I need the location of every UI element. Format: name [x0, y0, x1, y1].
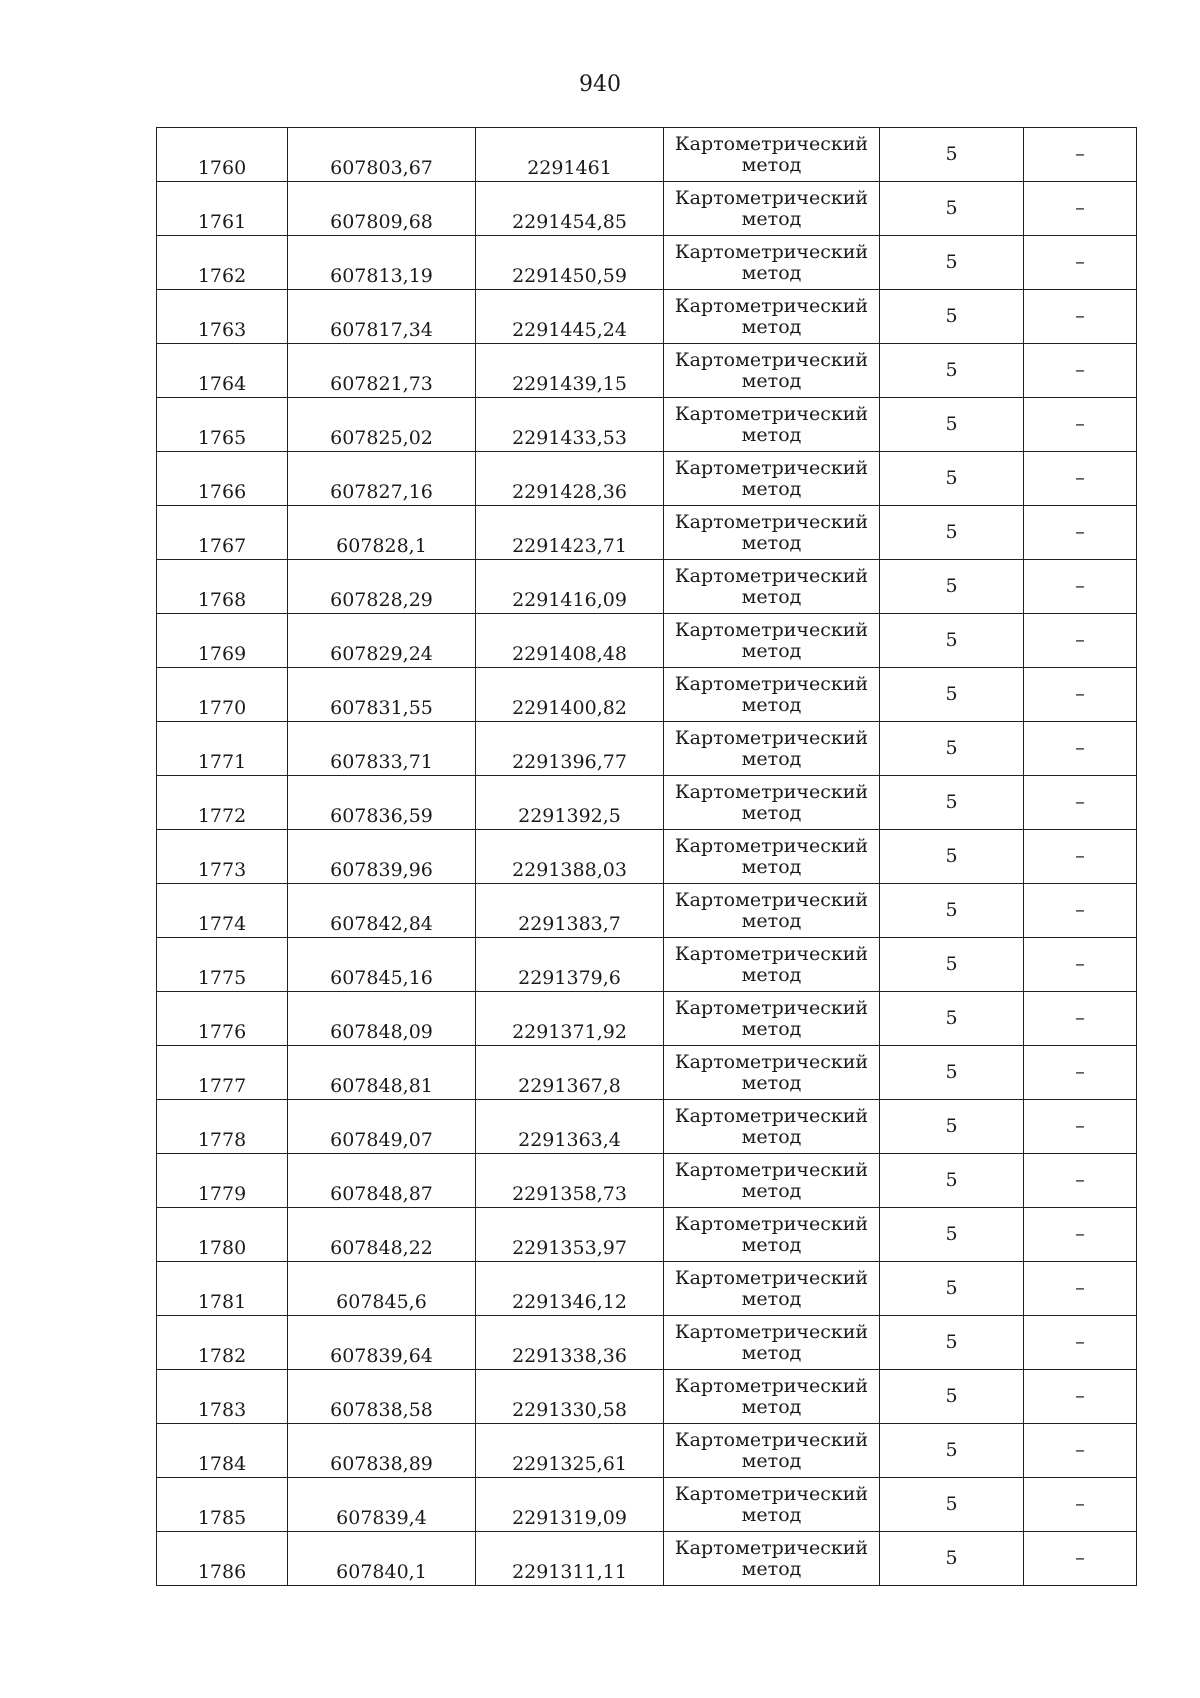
y-coordinate-cell: 2291383,7: [476, 884, 664, 938]
table-row: [157, 1208, 1137, 1262]
x-coordinate-cell: 607842,84: [288, 884, 476, 938]
y-coordinate-cell: 2291433,53: [476, 398, 664, 452]
table-row: [157, 1100, 1137, 1154]
accuracy-cell: 5: [880, 560, 1024, 614]
y-coordinate-cell: 2291358,73: [476, 1154, 664, 1208]
y-coordinate-cell: 2291445,24: [476, 290, 664, 344]
note-cell: –: [1024, 1532, 1137, 1586]
method-cell: [664, 776, 880, 830]
method-line-2: метод: [741, 1125, 802, 1148]
accuracy-cell: 5: [880, 668, 1024, 722]
table-row: [157, 560, 1137, 614]
note-cell: –: [1024, 668, 1137, 722]
point-number-cell: 1777: [157, 1046, 288, 1100]
method-cell: [664, 236, 880, 290]
point-number-cell: 1768: [157, 560, 288, 614]
accuracy-cell: 5: [880, 236, 1024, 290]
method-line-2: метод: [741, 639, 802, 662]
point-number-cell: 1785: [157, 1478, 288, 1532]
note-cell: –: [1024, 1316, 1137, 1370]
method-line-2: метод: [741, 963, 802, 986]
method-cell: [664, 128, 880, 182]
method-line-2: метод: [741, 1557, 802, 1580]
table-row: [157, 776, 1137, 830]
table-row: [157, 1046, 1137, 1100]
point-number-cell: 1784: [157, 1424, 288, 1478]
table-row: [157, 1154, 1137, 1208]
x-coordinate-cell: 607833,71: [288, 722, 476, 776]
method-cell: [664, 1370, 880, 1424]
method-cell: [664, 1100, 880, 1154]
point-number-cell: 1769: [157, 614, 288, 668]
method-line-1: Картометрический: [674, 1374, 869, 1397]
method-cell: [664, 290, 880, 344]
table-row: [157, 182, 1137, 236]
method-cell: [664, 1316, 880, 1370]
method-line-2: метод: [741, 1179, 802, 1202]
x-coordinate-cell: 607829,24: [288, 614, 476, 668]
method-line-2: метод: [741, 1233, 802, 1256]
x-coordinate-cell: 607839,4: [288, 1478, 476, 1532]
method-line-2: метод: [741, 315, 802, 338]
x-coordinate-cell: 607840,1: [288, 1532, 476, 1586]
y-coordinate-cell: 2291311,11: [476, 1532, 664, 1586]
y-coordinate-cell: 2291428,36: [476, 452, 664, 506]
table-row: [157, 1424, 1137, 1478]
method-line-1: Картометрический: [674, 294, 869, 317]
method-line-2: метод: [741, 909, 802, 932]
method-line-1: Картометрический: [674, 1482, 869, 1505]
accuracy-cell: 5: [880, 1100, 1024, 1154]
note-cell: –: [1024, 1370, 1137, 1424]
method-line-2: метод: [741, 855, 802, 878]
accuracy-cell: 5: [880, 128, 1024, 182]
method-line-1: Картометрический: [674, 510, 869, 533]
point-number-cell: 1783: [157, 1370, 288, 1424]
point-number-cell: 1770: [157, 668, 288, 722]
point-number-cell: 1765: [157, 398, 288, 452]
method-line-2: метод: [741, 1017, 802, 1040]
y-coordinate-cell: 2291346,12: [476, 1262, 664, 1316]
method-line-1: Картометрический: [674, 618, 869, 641]
note-cell: –: [1024, 398, 1137, 452]
y-coordinate-cell: 2291423,71: [476, 506, 664, 560]
accuracy-cell: 5: [880, 1316, 1024, 1370]
accuracy-cell: 5: [880, 290, 1024, 344]
x-coordinate-cell: 607848,09: [288, 992, 476, 1046]
method-line-2: метод: [741, 693, 802, 716]
table-row: [157, 1532, 1137, 1586]
point-number-cell: 1774: [157, 884, 288, 938]
x-coordinate-cell: 607839,96: [288, 830, 476, 884]
x-coordinate-cell: 607821,73: [288, 344, 476, 398]
note-cell: –: [1024, 614, 1137, 668]
table-row: [157, 452, 1137, 506]
method-line-2: метод: [741, 1503, 802, 1526]
method-cell: [664, 506, 880, 560]
y-coordinate-cell: 2291454,85: [476, 182, 664, 236]
method-line-1: Картометрический: [674, 942, 869, 965]
method-line-1: Картометрический: [674, 996, 869, 1019]
accuracy-cell: 5: [880, 398, 1024, 452]
y-coordinate-cell: 2291319,09: [476, 1478, 664, 1532]
x-coordinate-cell: 607828,1: [288, 506, 476, 560]
method-cell: [664, 1262, 880, 1316]
point-number-cell: 1780: [157, 1208, 288, 1262]
x-coordinate-cell: 607849,07: [288, 1100, 476, 1154]
method-line-1: Картометрический: [674, 1158, 869, 1181]
accuracy-cell: 5: [880, 614, 1024, 668]
accuracy-cell: 5: [880, 1262, 1024, 1316]
accuracy-cell: 5: [880, 1370, 1024, 1424]
method-cell: [664, 884, 880, 938]
method-cell: [664, 1154, 880, 1208]
method-line-1: Картометрический: [674, 240, 869, 263]
x-coordinate-cell: 607838,89: [288, 1424, 476, 1478]
accuracy-cell: 5: [880, 1208, 1024, 1262]
accuracy-cell: 5: [880, 1532, 1024, 1586]
method-line-1: Картометрический: [674, 1104, 869, 1127]
method-cell: [664, 1532, 880, 1586]
x-coordinate-cell: 607848,22: [288, 1208, 476, 1262]
method-line-1: Картометрический: [674, 1050, 869, 1073]
accuracy-cell: 5: [880, 776, 1024, 830]
method-line-1: Картометрический: [674, 402, 869, 425]
note-cell: –: [1024, 938, 1137, 992]
method-cell: [664, 452, 880, 506]
table-row: [157, 128, 1137, 182]
method-cell: [664, 344, 880, 398]
method-line-2: метод: [741, 1395, 802, 1418]
table-row: [157, 1370, 1137, 1424]
y-coordinate-cell: 2291371,92: [476, 992, 664, 1046]
method-line-2: метод: [741, 585, 802, 608]
point-number-cell: 1772: [157, 776, 288, 830]
x-coordinate-cell: 607845,16: [288, 938, 476, 992]
x-coordinate-cell: 607848,87: [288, 1154, 476, 1208]
note-cell: –: [1024, 1478, 1137, 1532]
y-coordinate-cell: 2291408,48: [476, 614, 664, 668]
note-cell: –: [1024, 1154, 1137, 1208]
note-cell: –: [1024, 992, 1137, 1046]
note-cell: –: [1024, 830, 1137, 884]
method-cell: [664, 668, 880, 722]
x-coordinate-cell: 607838,58: [288, 1370, 476, 1424]
method-line-1: Картометрический: [674, 1266, 869, 1289]
x-coordinate-cell: 607836,59: [288, 776, 476, 830]
method-cell: [664, 1208, 880, 1262]
point-number-cell: 1779: [157, 1154, 288, 1208]
point-number-cell: 1776: [157, 992, 288, 1046]
x-coordinate-cell: 607848,81: [288, 1046, 476, 1100]
point-number-cell: 1775: [157, 938, 288, 992]
accuracy-cell: 5: [880, 722, 1024, 776]
method-line-2: метод: [741, 477, 802, 500]
note-cell: –: [1024, 884, 1137, 938]
y-coordinate-cell: 2291392,5: [476, 776, 664, 830]
x-coordinate-cell: 607828,29: [288, 560, 476, 614]
y-coordinate-cell: 2291461: [476, 128, 664, 182]
accuracy-cell: 5: [880, 1154, 1024, 1208]
method-line-1: Картометрический: [674, 1212, 869, 1235]
y-coordinate-cell: 2291325,61: [476, 1424, 664, 1478]
note-cell: –: [1024, 1424, 1137, 1478]
method-line-2: метод: [741, 1287, 802, 1310]
method-line-1: Картометрический: [674, 564, 869, 587]
table-row: [157, 236, 1137, 290]
method-line-2: метод: [741, 1071, 802, 1094]
y-coordinate-cell: 2291330,58: [476, 1370, 664, 1424]
method-cell: [664, 560, 880, 614]
note-cell: –: [1024, 452, 1137, 506]
y-coordinate-cell: 2291400,82: [476, 668, 664, 722]
y-coordinate-cell: 2291353,97: [476, 1208, 664, 1262]
method-line-1: Картометрический: [674, 888, 869, 911]
y-coordinate-cell: 2291338,36: [476, 1316, 664, 1370]
point-number-cell: 1782: [157, 1316, 288, 1370]
point-number-cell: 1773: [157, 830, 288, 884]
accuracy-cell: 5: [880, 1046, 1024, 1100]
table-row: [157, 1478, 1137, 1532]
x-coordinate-cell: 607817,34: [288, 290, 476, 344]
y-coordinate-cell: 2291367,8: [476, 1046, 664, 1100]
note-cell: –: [1024, 344, 1137, 398]
x-coordinate-cell: 607845,6: [288, 1262, 476, 1316]
method-cell: [664, 614, 880, 668]
point-number-cell: 1762: [157, 236, 288, 290]
table-row: [157, 506, 1137, 560]
method-line-2: метод: [741, 261, 802, 284]
y-coordinate-cell: 2291388,03: [476, 830, 664, 884]
table-row: [157, 884, 1137, 938]
point-number-cell: 1778: [157, 1100, 288, 1154]
method-line-1: Картометрический: [674, 834, 869, 857]
y-coordinate-cell: 2291439,15: [476, 344, 664, 398]
note-cell: –: [1024, 182, 1137, 236]
method-line-2: метод: [741, 423, 802, 446]
method-line-2: метод: [741, 801, 802, 824]
note-cell: –: [1024, 1100, 1137, 1154]
method-line-1: Картометрический: [674, 186, 869, 209]
note-cell: –: [1024, 290, 1137, 344]
method-line-1: Картометрический: [674, 780, 869, 803]
x-coordinate-cell: 607831,55: [288, 668, 476, 722]
note-cell: –: [1024, 236, 1137, 290]
note-cell: –: [1024, 1208, 1137, 1262]
accuracy-cell: 5: [880, 992, 1024, 1046]
method-line-1: Картометрический: [674, 1536, 869, 1559]
point-number-cell: 1764: [157, 344, 288, 398]
note-cell: –: [1024, 1262, 1137, 1316]
method-line-1: Картометрический: [674, 348, 869, 371]
method-cell: [664, 938, 880, 992]
method-line-1: Картометрический: [674, 1320, 869, 1343]
point-number-cell: 1781: [157, 1262, 288, 1316]
method-line-1: Картометрический: [674, 672, 869, 695]
accuracy-cell: 5: [880, 506, 1024, 560]
point-number-cell: 1771: [157, 722, 288, 776]
method-line-2: метод: [741, 1449, 802, 1472]
note-cell: –: [1024, 560, 1137, 614]
table-row: [157, 830, 1137, 884]
table-row: [157, 668, 1137, 722]
method-line-1: Картометрический: [674, 132, 869, 155]
table-row: [157, 938, 1137, 992]
accuracy-cell: 5: [880, 182, 1024, 236]
y-coordinate-cell: 2291379,6: [476, 938, 664, 992]
accuracy-cell: 5: [880, 452, 1024, 506]
accuracy-cell: 5: [880, 1424, 1024, 1478]
table-row: [157, 722, 1137, 776]
accuracy-cell: 5: [880, 938, 1024, 992]
table-row: [157, 992, 1137, 1046]
note-cell: –: [1024, 1046, 1137, 1100]
method-cell: [664, 398, 880, 452]
method-line-2: метод: [741, 1341, 802, 1364]
point-number-cell: 1767: [157, 506, 288, 560]
x-coordinate-cell: 607839,64: [288, 1316, 476, 1370]
x-coordinate-cell: 607827,16: [288, 452, 476, 506]
method-line-1: Картометрический: [674, 456, 869, 479]
note-cell: –: [1024, 722, 1137, 776]
point-number-cell: 1761: [157, 182, 288, 236]
method-line-1: Картометрический: [674, 1428, 869, 1451]
table-row: [157, 1262, 1137, 1316]
method-line-2: метод: [741, 747, 802, 770]
note-cell: –: [1024, 776, 1137, 830]
y-coordinate-cell: 2291450,59: [476, 236, 664, 290]
x-coordinate-cell: 607809,68: [288, 182, 476, 236]
table-row: [157, 614, 1137, 668]
method-line-2: метод: [741, 207, 802, 230]
page-number: 940: [579, 72, 621, 97]
method-line-2: метод: [741, 531, 802, 554]
method-cell: [664, 1424, 880, 1478]
method-line-1: Картометрический: [674, 726, 869, 749]
y-coordinate-cell: 2291416,09: [476, 560, 664, 614]
coordinates-table-body: [157, 128, 1137, 1586]
method-cell: [664, 1478, 880, 1532]
point-number-cell: 1766: [157, 452, 288, 506]
point-number-cell: 1763: [157, 290, 288, 344]
note-cell: –: [1024, 506, 1137, 560]
table-row: [157, 344, 1137, 398]
method-cell: [664, 182, 880, 236]
point-number-cell: 1786: [157, 1532, 288, 1586]
note-cell: –: [1024, 128, 1137, 182]
coordinates-table: [156, 127, 1137, 1586]
accuracy-cell: 5: [880, 884, 1024, 938]
x-coordinate-cell: 607825,02: [288, 398, 476, 452]
y-coordinate-cell: 2291363,4: [476, 1100, 664, 1154]
table-row: [157, 398, 1137, 452]
table-row: [157, 1316, 1137, 1370]
method-cell: [664, 830, 880, 884]
method-cell: [664, 1046, 880, 1100]
method-line-2: метод: [741, 153, 802, 176]
point-number-cell: 1760: [157, 128, 288, 182]
method-cell: [664, 992, 880, 1046]
y-coordinate-cell: 2291396,77: [476, 722, 664, 776]
x-coordinate-cell: 607803,67: [288, 128, 476, 182]
accuracy-cell: 5: [880, 344, 1024, 398]
accuracy-cell: 5: [880, 830, 1024, 884]
method-line-2: метод: [741, 369, 802, 392]
method-cell: [664, 722, 880, 776]
table-row: [157, 290, 1137, 344]
accuracy-cell: 5: [880, 1478, 1024, 1532]
x-coordinate-cell: 607813,19: [288, 236, 476, 290]
